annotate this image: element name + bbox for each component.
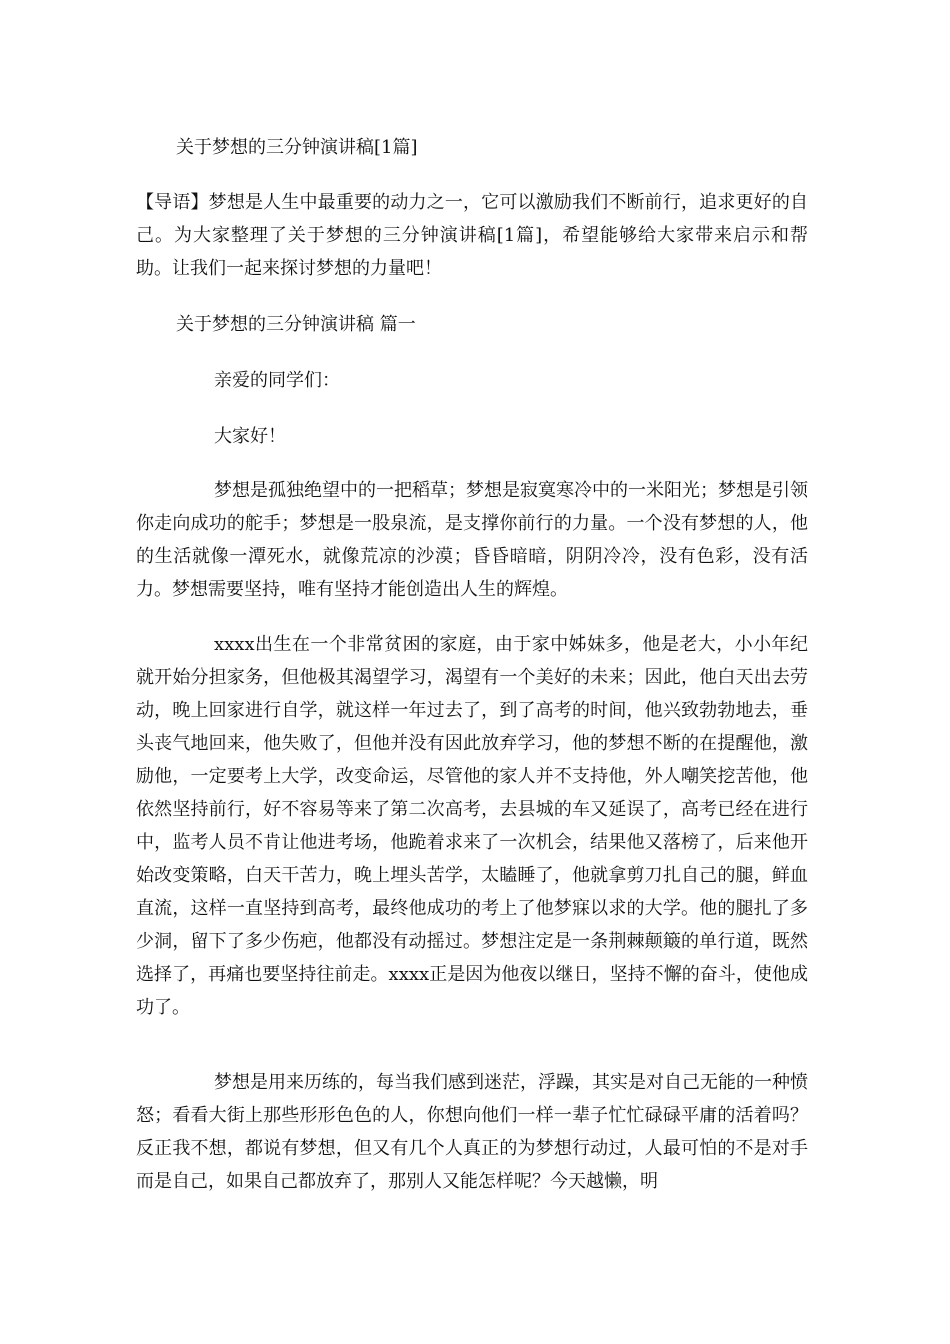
hello-line: 大家好！: [214, 426, 286, 447]
body-paragraph: 梦想是孤独绝望中的一把稻草；梦想是寂寞寒冷中的一米阳光；梦想是引领你走向成功的舵手；梦想是一股泉流，是支撑你前行的力量。一个没有梦想的人，他的生活就像一潭死水，就像荒凉的沙漠；昏昏暗暗，阴阴冷冷，没有色彩，没有活力。梦想需要坚持，唯有坚持才能创造出人生的辉煌。: [136, 480, 808, 600]
section-title: 关于梦想的三分钟演讲稿 篇一: [176, 314, 416, 335]
body-paragraph: 梦想是用来历练的，每当我们感到迷茫，浮躁，其实是对自己无能的一种愤怒；看看大街上那些形形色色的人，你想向他们一样一辈子忙忙碌碌平庸的活着吗？反正我不想，都说有梦想，但又有几个人真正的为梦想行动过，人最可怕的不是对手而是自己，如果自己都放弃了，那别人又能怎样呢？今天越懒，明: [136, 1072, 808, 1192]
document-title: 关于梦想的三分钟演讲稿[1篇]: [176, 137, 418, 158]
intro-paragraph: 【导语】梦想是人生中最重要的动力之一，它可以激励我们不断前行，追求更好的自己。为大家整理了关于梦想的三分钟演讲稿[1篇]，希望能够给大家带来启示和帮助。让我们一起来探讨梦想的力量吧！: [136, 192, 808, 279]
greeting-line: 亲爱的同学们：: [214, 370, 340, 391]
body-paragraph: xxxx出生在一个非常贫困的家庭，由于家中姊妹多，他是老大，小小年纪就开始分担家务，但他极其渴望学习，渴望有一个美好的未来；因此，他白天出去劳动，晚上回家进行自学，就这样一年过去了，到了高考的时间，他兴致勃勃地去，垂头丧气地回来，他失败了，但他并没有因此放弃学习，他的梦想不断的在提醒他，激励他，一定要考上大学，改变命运，尽管他的家人并不支持他，外人嘲笑挖苦他，他依然坚持前行，好不容易等来了第二次高考，去县城的车又延误了，高考已经在进行中，监考人员不肯让他进考场，他跪着求来了一次机会，结果他又落榜了，后来他开始改变策略，白天干苦力，晚上埋头苦学，太瞌睡了，他就拿剪刀扎自己的腿，鲜血直流，这样一直坚持到高考，最终他成功的考上了他梦寐以求的大学。他的腿扎了多少洞，留下了多少伤疤，他都没有动摇过。梦想注定是一条荆棘颠簸的单行道，既然选择了，再痛也要坚持往前走。xxxx正是因为他夜以继日，坚持不懈的奋斗，使他成功了。: [136, 634, 808, 1018]
